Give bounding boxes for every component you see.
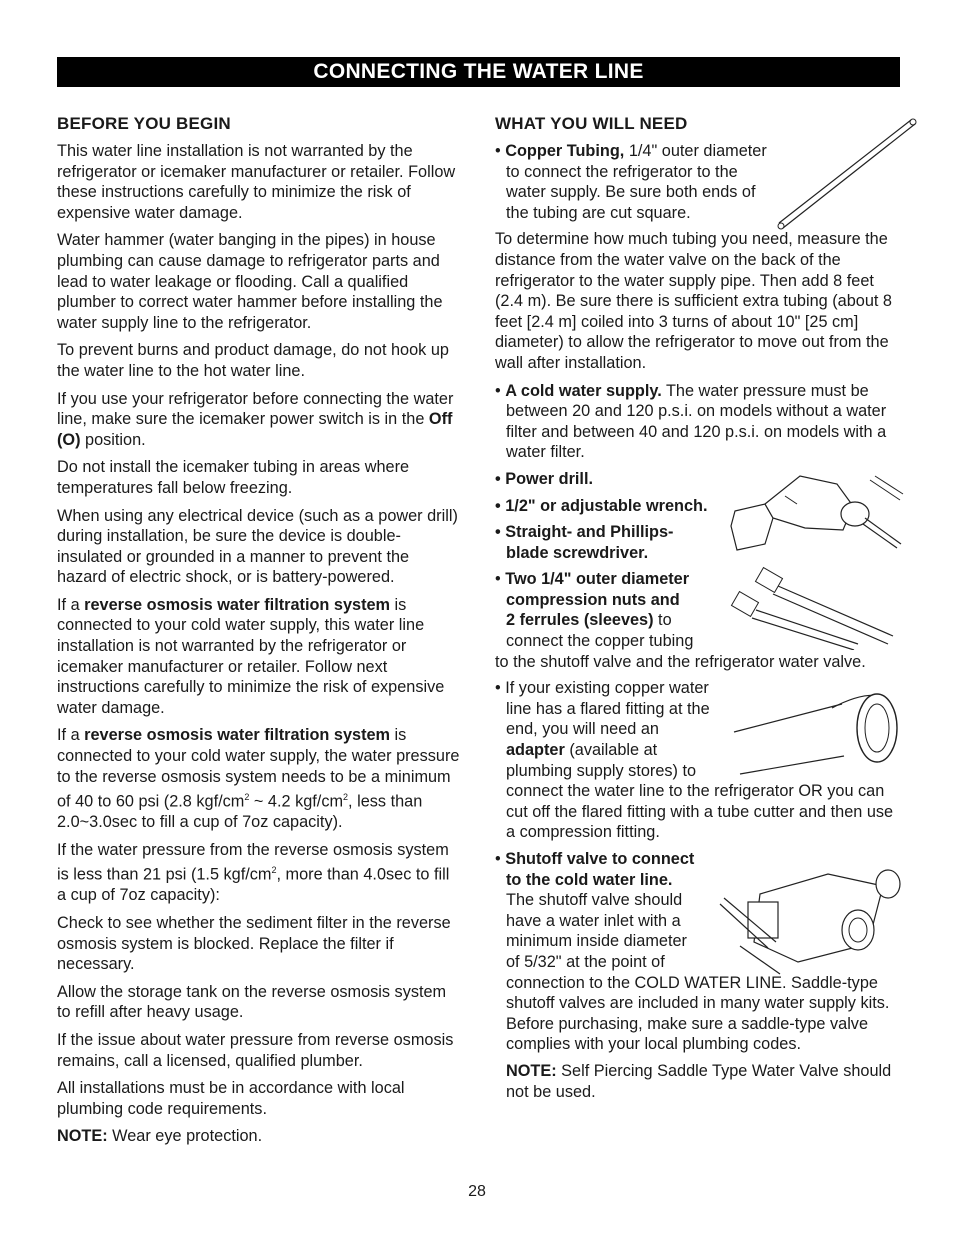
freezing-paragraph: Do not install the icemaker tubing in areas where temperatures fall below freezing. (57, 458, 410, 497)
compression-nuts-item: • Two 1/4" outer diameter compression nuts and 2 ferrules (sleeves) to connect the copper tubing to the shutoff valve and the refrigerator water valve. (495, 570, 866, 671)
flared-adapter-illustration (732, 690, 902, 780)
saddle-valve-note: NOTE: Self Piercing Saddle Type Water Valve should not be used. (506, 1061, 892, 1101)
code-paragraph: All installations must be in accordance with local plumbing code requirements. (57, 1079, 405, 1118)
ro-warranty-paragraph: If a reverse osmosis water filtration system is connected to your cold water supply, this water line installation is not warranted by the refrigerator or icemaker manufacturer or retailer. Follow next instructions carefully to minimize the risk of expensive water damage. (57, 595, 445, 717)
copper-tubing-item: • Copper Tubing, 1/4" outer diameter to connect the refrigerator to the water supply. Be sure both ends of the tubing are cut square. (495, 142, 767, 222)
eye-protection-note: NOTE: Wear eye protection. (57, 1127, 263, 1146)
water-hammer-paragraph: Water hammer (water banging in the pipes) in house plumbing can cause damage to refrigerator parts and lead to water leakage or flooding. Call a qualified plumber to correct water hammer before installing the water supply line to the refrigerator. (57, 231, 443, 332)
power-drill-item: • Power drill. (495, 469, 593, 488)
flared-fitting-item: • If your existing copper water line has a flared fitting at the end, you will need an adapter (available at plumbing supply stores) to connect the water line to the refrigerator OR you can cut off the flared fitting with a tube cutter and then use a compression fitting. (495, 679, 894, 842)
hot-water-paragraph: To prevent burns and product damage, do not hook up the water line to the hot water line. (57, 341, 449, 380)
before-you-begin-heading: BEFORE YOU BEGIN (57, 114, 231, 133)
sediment-filter-paragraph: Check to see whether the sediment filter in the reverse osmosis system is blocked. Replace the filter if necessary. (57, 914, 451, 974)
compression-nuts-illustration (728, 566, 898, 650)
cold-water-supply-item: • A cold water supply. The water pressure must be between 20 and 120 p.s.i. on models without a water filter and between 40 and 120 p.s.i. on models with a water filter. (495, 381, 887, 462)
wrench-item: • 1/2" or adjustable wrench. (495, 496, 708, 515)
electrical-paragraph: When using any electrical device (such as a power drill) during installation, be sure the device is double-insulated or grounded in a manner to prevent the hazard of electric shock, or is battery-powered. (57, 506, 458, 587)
low-pressure-paragraph: If the water pressure from the reverse osmosis system is less than 21 psi (1.5 kgf/$cm^2$, more than 4.0sec to fill a cup of 7oz capacity): (57, 840, 450, 905)
copper-tubing-illustration (775, 118, 925, 236)
page-number: 28 (468, 1183, 486, 1200)
storage-tank-paragraph: Allow the storage tank on the reverse osmosis system to refill after heavy usage. (57, 982, 447, 1022)
before-you-begin-column (57, 113, 462, 1154)
shutoff-valve-illustration (718, 866, 903, 976)
ro-pressure-paragraph: If a reverse osmosis water filtration system is connected to your cold water supply, the water pressure to the reverse osmosis system needs to be a minimum of 40 to 60 psi (2.8 kgf/$cm^2$ ~ 4.2 kgf/$cm^2$, less than 2.0~3.0sec to fill a cup of 7oz capacity). (57, 726, 460, 832)
plumber-paragraph: If the issue about water pressure from reverse osmosis remains, call a licensed, qualified plumber. (57, 1031, 454, 1070)
shutoff-valve-item: • Shutoff valve to connect to the cold water line. The shutoff valve should have a water inlet with a minimum inside diameter of 5/32" at the point of connection to the COLD WATER LINE. Saddle-type shutoff valves are included in many water supply kits. Before purchasing, make sure a saddle-type valve complies with your local plumbing codes. (495, 850, 890, 1054)
what-you-will-need-heading: WHAT YOU WILL NEED (495, 114, 688, 133)
screwdriver-item: • Straight- and Phillips- blade screwdriver. (495, 523, 674, 562)
section-banner: CONNECTING THE WATER LINE (57, 57, 900, 87)
power-drill-illustration (725, 466, 905, 556)
icemaker-switch-paragraph: If you use your refrigerator before connecting the water line, make sure the icemaker power switch is in the Off (O) position. (57, 389, 454, 449)
tubing-measure-paragraph: To determine how much tubing you need, measure the distance from the water valve on the back of the refrigerator to the water supply pipe. Then add 8 feet (2.4 m). Be sure there is sufficient extra tubing (about 8 feet [2.4 m] coiled into 3 turns of about 10" [25 cm] diameter) to allow the refrigerator to move out from the wall after installation. (495, 230, 892, 372)
warranty-paragraph: This water line installation is not warranted by the refrigerator or icemaker manufacturer or retailer. Follow these instructions carefully to minimize the risk of expensive water damage. (57, 142, 456, 222)
